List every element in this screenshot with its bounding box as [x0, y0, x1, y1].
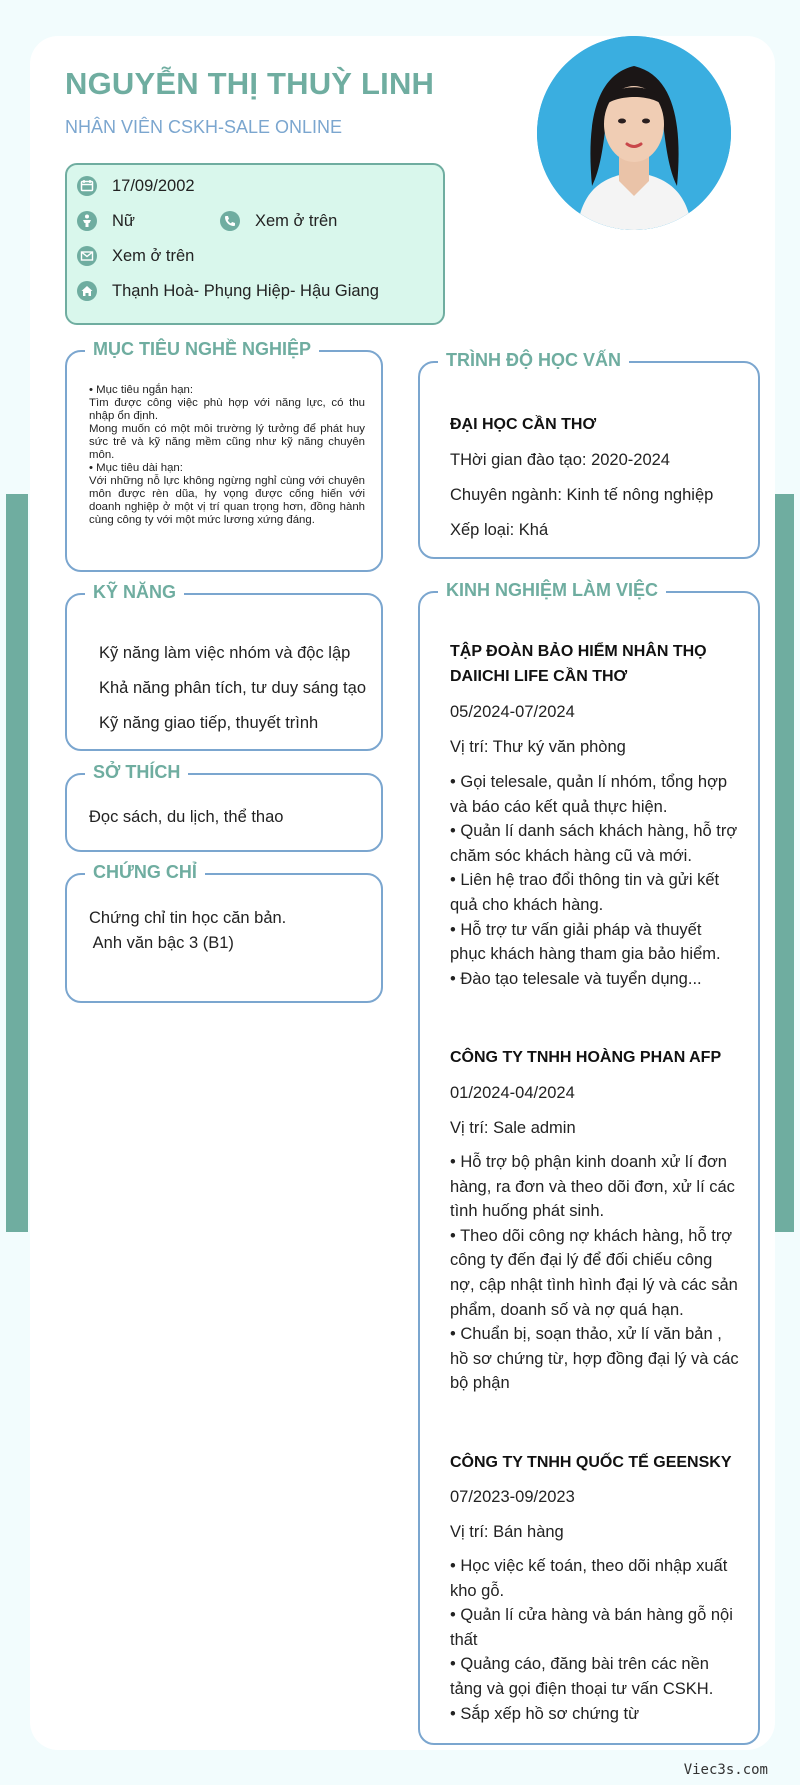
birthday-value: 17/09/2002: [112, 176, 195, 195]
school-name: ĐẠI HỌC CẦN THƠ: [450, 416, 597, 433]
job-duties: • Gọi telesale, quản lí nhóm, tổng hợp và báo cáo kết quả thực hiện. • Quản lí danh sách khách hàng, hỗ trợ chăm sóc khách hàng cũ và mới. • Liên hệ trao đổi thông tin và gửi kết quả cho khách hàng. • Hỗ trợ tư vấn giải pháp và thuyết phục khách hàng tham gia bảo hiểm. • Đào tạo telesale và tuyển dụng...: [450, 773, 738, 988]
objective-title: MỤC TIÊU NGHỀ NGHIỆP: [85, 339, 319, 360]
job-position: Vị trí: Thư ký văn phòng: [450, 738, 626, 756]
skill-item: Khả năng phân tích, tư duy sáng tạo: [99, 679, 366, 697]
job-company: TẬP ĐOÀN BẢO HIỂM NHÂN THỌ DAIICHI LIFE CẦN THƠ: [450, 643, 707, 685]
objective-line: • Mục tiêu ngắn hạn:: [89, 384, 194, 396]
job-company: CÔNG TY TNHH HOÀNG PHAN AFP: [450, 1049, 722, 1066]
objective-card: [65, 339, 383, 572]
job-company: CÔNG TY TNHH QUỐC TẾ GEENSKY: [450, 1454, 732, 1471]
certificate-item: Chứng chỉ tin học căn bản.: [89, 909, 287, 927]
objective-text: [89, 384, 365, 527]
certificates-title: CHỨNG CHỈ: [85, 862, 205, 883]
calendar-icon: [76, 175, 98, 197]
education-grade: Xếp loại: Khá: [450, 521, 549, 539]
education-period: THời gian đào tạo: 2020-2024: [450, 451, 670, 469]
job-title: NHÂN VIÊN CSKH-SALE ONLINE: [65, 117, 343, 137]
address-value: Thạnh Hoà- Phụng Hiệp- Hậu Giang: [112, 281, 379, 300]
job-duties: • Hỗ trợ bộ phận kinh doanh xử lí đơn hàng, ra đơn và theo dõi đơn, xử lí các tình huống phát sinh. • Theo dõi công nợ khách hàng, hỗ trợ công ty đến đại lý để đối chiếu công nợ, cập nhật tình hình đại lý và các sản phẩm, doanh số và nợ quá hạn. • Chuẩn bị, soạn thảo, xử lí văn bản , hồ sơ chứng từ, hợp đồng đại lý và các bộ phận: [450, 1153, 739, 1393]
profile-photo: [537, 36, 731, 230]
certificates-card: [65, 862, 383, 1003]
objective-line: • Mục tiêu dài hạn:: [89, 462, 183, 474]
job-period: 05/2024-07/2024: [450, 703, 575, 721]
objective-line: Với những nỗ lực không ngừng nghỉ cùng với chuyên môn được rèn dũa, hy vọng được cống hiến với doanh nghiệp ở một vị trí quan trọng hơn, đồng hành cùng công ty với một mức lương xứng đáng.: [89, 475, 365, 526]
candidate-name: NGUYỄN THỊ THUỲ LINH: [65, 66, 435, 101]
job-position: Vị trí: Sale admin: [450, 1119, 576, 1137]
objective-line: Tìm được công việc phù hợp với năng lực, có thu nhập ổn định.: [89, 397, 365, 422]
address-row: [76, 280, 379, 302]
hobbies-card: [65, 762, 383, 852]
phone-value: Xem ở trên: [255, 211, 338, 230]
objective-line: Mong muốn có một môi trường lý tưởng để phát huy sức trẻ và kỹ năng mềm cũng như kỹ năng chuyên môn.: [89, 423, 365, 461]
email-row: [76, 245, 194, 267]
education-card: [418, 350, 760, 559]
skill-item: Kỹ năng làm việc nhóm và độc lập: [99, 644, 351, 662]
job-period: 01/2024-04/2024: [450, 1084, 575, 1102]
job-position: Vị trí: Bán hàng: [450, 1523, 564, 1541]
hobbies-title: SỞ THÍCH: [85, 762, 188, 783]
phone-row: [219, 210, 337, 232]
skills-title: KỸ NĂNG: [85, 582, 184, 603]
email-value: Xem ở trên: [112, 246, 195, 265]
home-icon: [76, 280, 98, 302]
watermark: Viec3s.com: [683, 1762, 768, 1778]
job-period: 07/2023-09/2023: [450, 1488, 575, 1506]
email-icon: [76, 245, 98, 267]
experience-title: KINH NGHIỆM LÀM VIỆC: [438, 580, 666, 601]
right-decor-band: [772, 494, 794, 1232]
left-decor-band: [6, 494, 28, 1232]
birthday-row: [76, 175, 195, 197]
certificate-item: Anh văn bậc 3 (B1): [89, 934, 234, 952]
job-duties: • Học việc kế toán, theo dõi nhập xuất kho gỗ. • Quản lí cửa hàng và bán hàng gỗ nội thất • Quảng cáo, đăng bài trên các nền tảng và gọi điện thoại tư vấn CSKH. • Sắp xếp hồ sơ chứng từ: [450, 1557, 733, 1723]
education-major: Chuyên ngành: Kinh tế nông nghiệp: [450, 486, 714, 504]
skill-item: Kỹ năng giao tiếp, thuyết trình: [99, 714, 319, 732]
skills-card: [65, 582, 383, 751]
phone-icon: [219, 210, 241, 232]
gender-row: [76, 210, 135, 232]
education-title: TRÌNH ĐỘ HỌC VẤN: [438, 350, 629, 371]
gender-icon: [76, 210, 98, 232]
experience-card: [418, 580, 760, 1745]
hobbies-text: Đọc sách, du lịch, thể thao: [89, 808, 284, 826]
gender-value: Nữ: [112, 211, 135, 230]
